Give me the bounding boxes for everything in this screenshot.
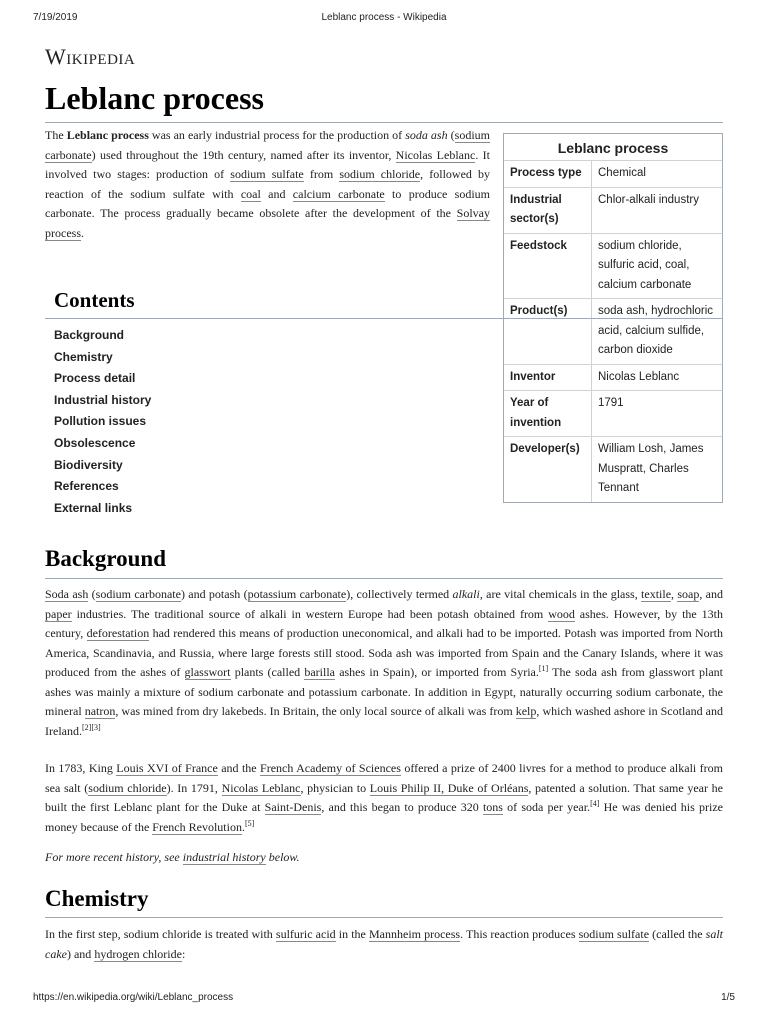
link-soda-ash[interactable]: Soda ash: [45, 587, 89, 601]
infobox-row: [504, 390, 722, 436]
link-saint-denis[interactable]: Saint-Denis: [264, 800, 322, 814]
print-page-number: 1/5: [721, 992, 735, 1003]
toc-divider: [45, 318, 723, 319]
infobox-row: [504, 160, 722, 187]
infobox-label: Year of invention: [504, 391, 592, 436]
infobox-value: soda ash, hydrochloric acid, calcium sulfide, carbon dioxide: [598, 305, 714, 356]
link-barilla[interactable]: barilla: [304, 665, 336, 679]
infobox-label: Inventor: [504, 365, 592, 391]
italic-alkali: alkali: [452, 587, 480, 601]
link-french-academy-of-sciences[interactable]: French Academy of Sciences: [260, 761, 401, 775]
toc-item-chemistry[interactable]: Chemistry: [54, 349, 113, 364]
link-industrial-history[interactable]: industrial history: [182, 850, 266, 864]
link-coal[interactable]: coal: [240, 186, 261, 201]
toc-item-references[interactable]: References: [54, 479, 119, 494]
infobox-row: [504, 364, 722, 391]
link-sodium-sulfate[interactable]: sodium sulfate: [230, 167, 304, 181]
print-date: 7/19/2019: [33, 12, 78, 23]
toc-item-biodiversity[interactable]: Biodiversity: [54, 457, 123, 472]
link-textile[interactable]: textile: [641, 587, 672, 601]
toc-item-pollution-issues[interactable]: Pollution issues: [54, 414, 147, 429]
reference-1[interactable]: [1]: [538, 664, 549, 673]
toc-item-background[interactable]: Background: [54, 328, 125, 342]
infobox-value: 1791: [598, 397, 624, 409]
title-divider: [45, 122, 723, 123]
link-sodium-chloride[interactable]: sodium chloride: [88, 780, 167, 795]
link-solvay-process[interactable]: Solvay process: [45, 206, 490, 240]
infobox-title: Leblanc process: [557, 140, 669, 156]
infobox-label: Process type: [504, 161, 592, 187]
link-mannheim-process[interactable]: Mannheim process: [369, 927, 461, 941]
link-glasswort[interactable]: glasswort: [184, 665, 231, 679]
link-soap[interactable]: soap: [677, 587, 700, 601]
reference-5[interactable]: [5]: [244, 818, 255, 828]
reference-2-3[interactable]: [2][3]: [81, 722, 101, 732]
lead-italic-term: soda ash: [405, 128, 448, 142]
link-duke-of-orleans[interactable]: Louis Philip II, Duke of Orléans: [369, 780, 529, 795]
infobox-value: William Losh, James Muspratt, Charles Tennant: [598, 443, 704, 494]
heading-divider: [45, 917, 723, 918]
link-calcium-carbonate[interactable]: calcium carbonate: [292, 186, 385, 201]
infobox-label: Product(s): [504, 299, 592, 364]
infobox-value: sodium chloride, sulfuric acid, coal, calcium carbonate: [598, 239, 692, 291]
infobox-label: Feedstock: [504, 234, 592, 299]
chemistry-paragraph-1: In the first step, sodium chloride is treated with sulfuric acid in the Mannheim process. This reaction produces sodium sulfate (called the salt cake) and hydrogen chloride:: [45, 927, 724, 961]
wikipedia-logo[interactable]: [45, 44, 135, 70]
link-hydrogen-chloride[interactable]: hydrogen chloride: [94, 946, 182, 961]
reference-4[interactable]: [4]: [590, 799, 600, 808]
infobox-value: Chemical: [598, 167, 646, 179]
print-url: https://en.wikipedia.org/wiki/Leblanc_process: [33, 992, 234, 1003]
link-tons[interactable]: tons: [482, 800, 503, 814]
toc-item-obsolescence[interactable]: Obsolescence: [54, 435, 136, 450]
toc-item-industrial-history[interactable]: Industrial history: [54, 392, 152, 407]
link-french-revolution[interactable]: French Revolution: [152, 819, 242, 834]
link-paper[interactable]: paper: [45, 606, 72, 621]
infobox-label: Industrial sector(s): [504, 188, 592, 233]
link-sodium-sulfate[interactable]: sodium sulfate: [578, 927, 650, 941]
infobox-value: Chlor-alkali industry: [598, 193, 699, 206]
toc-item-external-links[interactable]: External links: [54, 500, 133, 515]
toc-title: Contents: [54, 288, 135, 312]
link-wood[interactable]: wood: [548, 606, 575, 621]
infobox-label: Developer(s): [504, 437, 592, 502]
link-sodium-chloride[interactable]: sodium chloride: [339, 167, 421, 181]
heading-background: Background: [45, 546, 167, 571]
wikipedia-wordmark: Wikipedia: [45, 44, 136, 69]
link-deforestation[interactable]: deforestation: [86, 626, 150, 640]
link-natron[interactable]: natron: [84, 704, 116, 718]
link-sodium-carbonate[interactable]: sodium carbonate: [45, 128, 490, 162]
link-nicolas-leblanc[interactable]: Nicolas Leblanc: [395, 147, 476, 162]
heading-divider: [45, 578, 723, 579]
lead-bold-term: Leblanc process: [66, 128, 149, 142]
toc-list: [54, 325, 151, 519]
link-sulfuric-acid[interactable]: sulfuric acid: [275, 927, 336, 941]
link-louis-xvi[interactable]: Louis XVI of France: [116, 761, 218, 775]
lead-paragraph: The Leblanc process was an early industrial process for the production of soda ash (sodium carbonate) used throughout the 19th century, named after its inventor, Nicolas Leblanc. It involved two stages: production of sodium sulfate from sodium chloride, followed by reaction of the sodium sulfate with coal and calcium carbonate to produce sodium carbonate. The process gradually became obsolete after the development of the Solvay process.: [45, 128, 491, 240]
toc-item-process-detail[interactable]: Process detail: [54, 371, 136, 386]
print-title: Leblanc process - Wikipedia: [321, 12, 447, 23]
infobox-value: Nicolas Leblanc: [598, 370, 680, 383]
link-sodium-carbonate[interactable]: sodium carbonate: [95, 587, 181, 601]
infobox-row: [504, 436, 722, 502]
link-potassium-carbonate[interactable]: potassium carbonate: [247, 587, 347, 601]
background-paragraph-1: Soda ash (sodium carbonate) and potash (potassium carbonate), collectively termed alkali, are vital chemicals in the glass, textile, soap, and paper industries. The traditional source of alkali in western Europe had been potash obtained from wood ashes. However, by the 13th century, deforestation had rendered this means of production uneconomical, and alkali had to be imported. Potash was imported from North America, Scandinavia, and Russia, where large forests still stood. Soda ash was imported from Spain and the Canary Islands, where it was produced from the ashes of glasswort plants (called barilla ashes in Spain), or imported from Syria.[1] The soda ash from glasswort plant ashes was mainly a mixture of sodium carbonate and potassium carbonate. In addition in Egypt, naturally occurring sodium carbonate, the mineral natron, was mined from dry lakebeds. In Britain, the only local source of alkali was from kelp, which washed ashore in Scotland and Ireland.[2][3]: [45, 587, 724, 738]
page-title: Leblanc process: [45, 80, 264, 116]
print-header: [0, 12, 768, 26]
print-footer: [0, 992, 768, 1006]
italic-salt-cake: salt cake: [45, 927, 724, 961]
link-kelp[interactable]: kelp: [515, 704, 537, 718]
infobox-row: [504, 187, 722, 233]
hatnote: For more recent history, see industrial history below.: [45, 850, 300, 864]
heading-chemistry: Chemistry: [45, 886, 149, 911]
link-nicolas-leblanc[interactable]: Nicolas Leblanc: [221, 780, 301, 795]
background-paragraph-2: In 1783, King Louis XVI of France and the French Academy of Sciences offered a prize of 2400 livres for a method to produce alkali from sea salt (sodium chloride). In 1791, Nicolas Leblanc, physician to Louis Philip II, Duke of Orléans, patented a solution. That same year he built the first Leblanc plant for the Duke at Saint-Denis, and this began to produce 320 tons of soda per year.[4] He was denied his prize money because of the French Revolution.[5]: [45, 761, 723, 834]
